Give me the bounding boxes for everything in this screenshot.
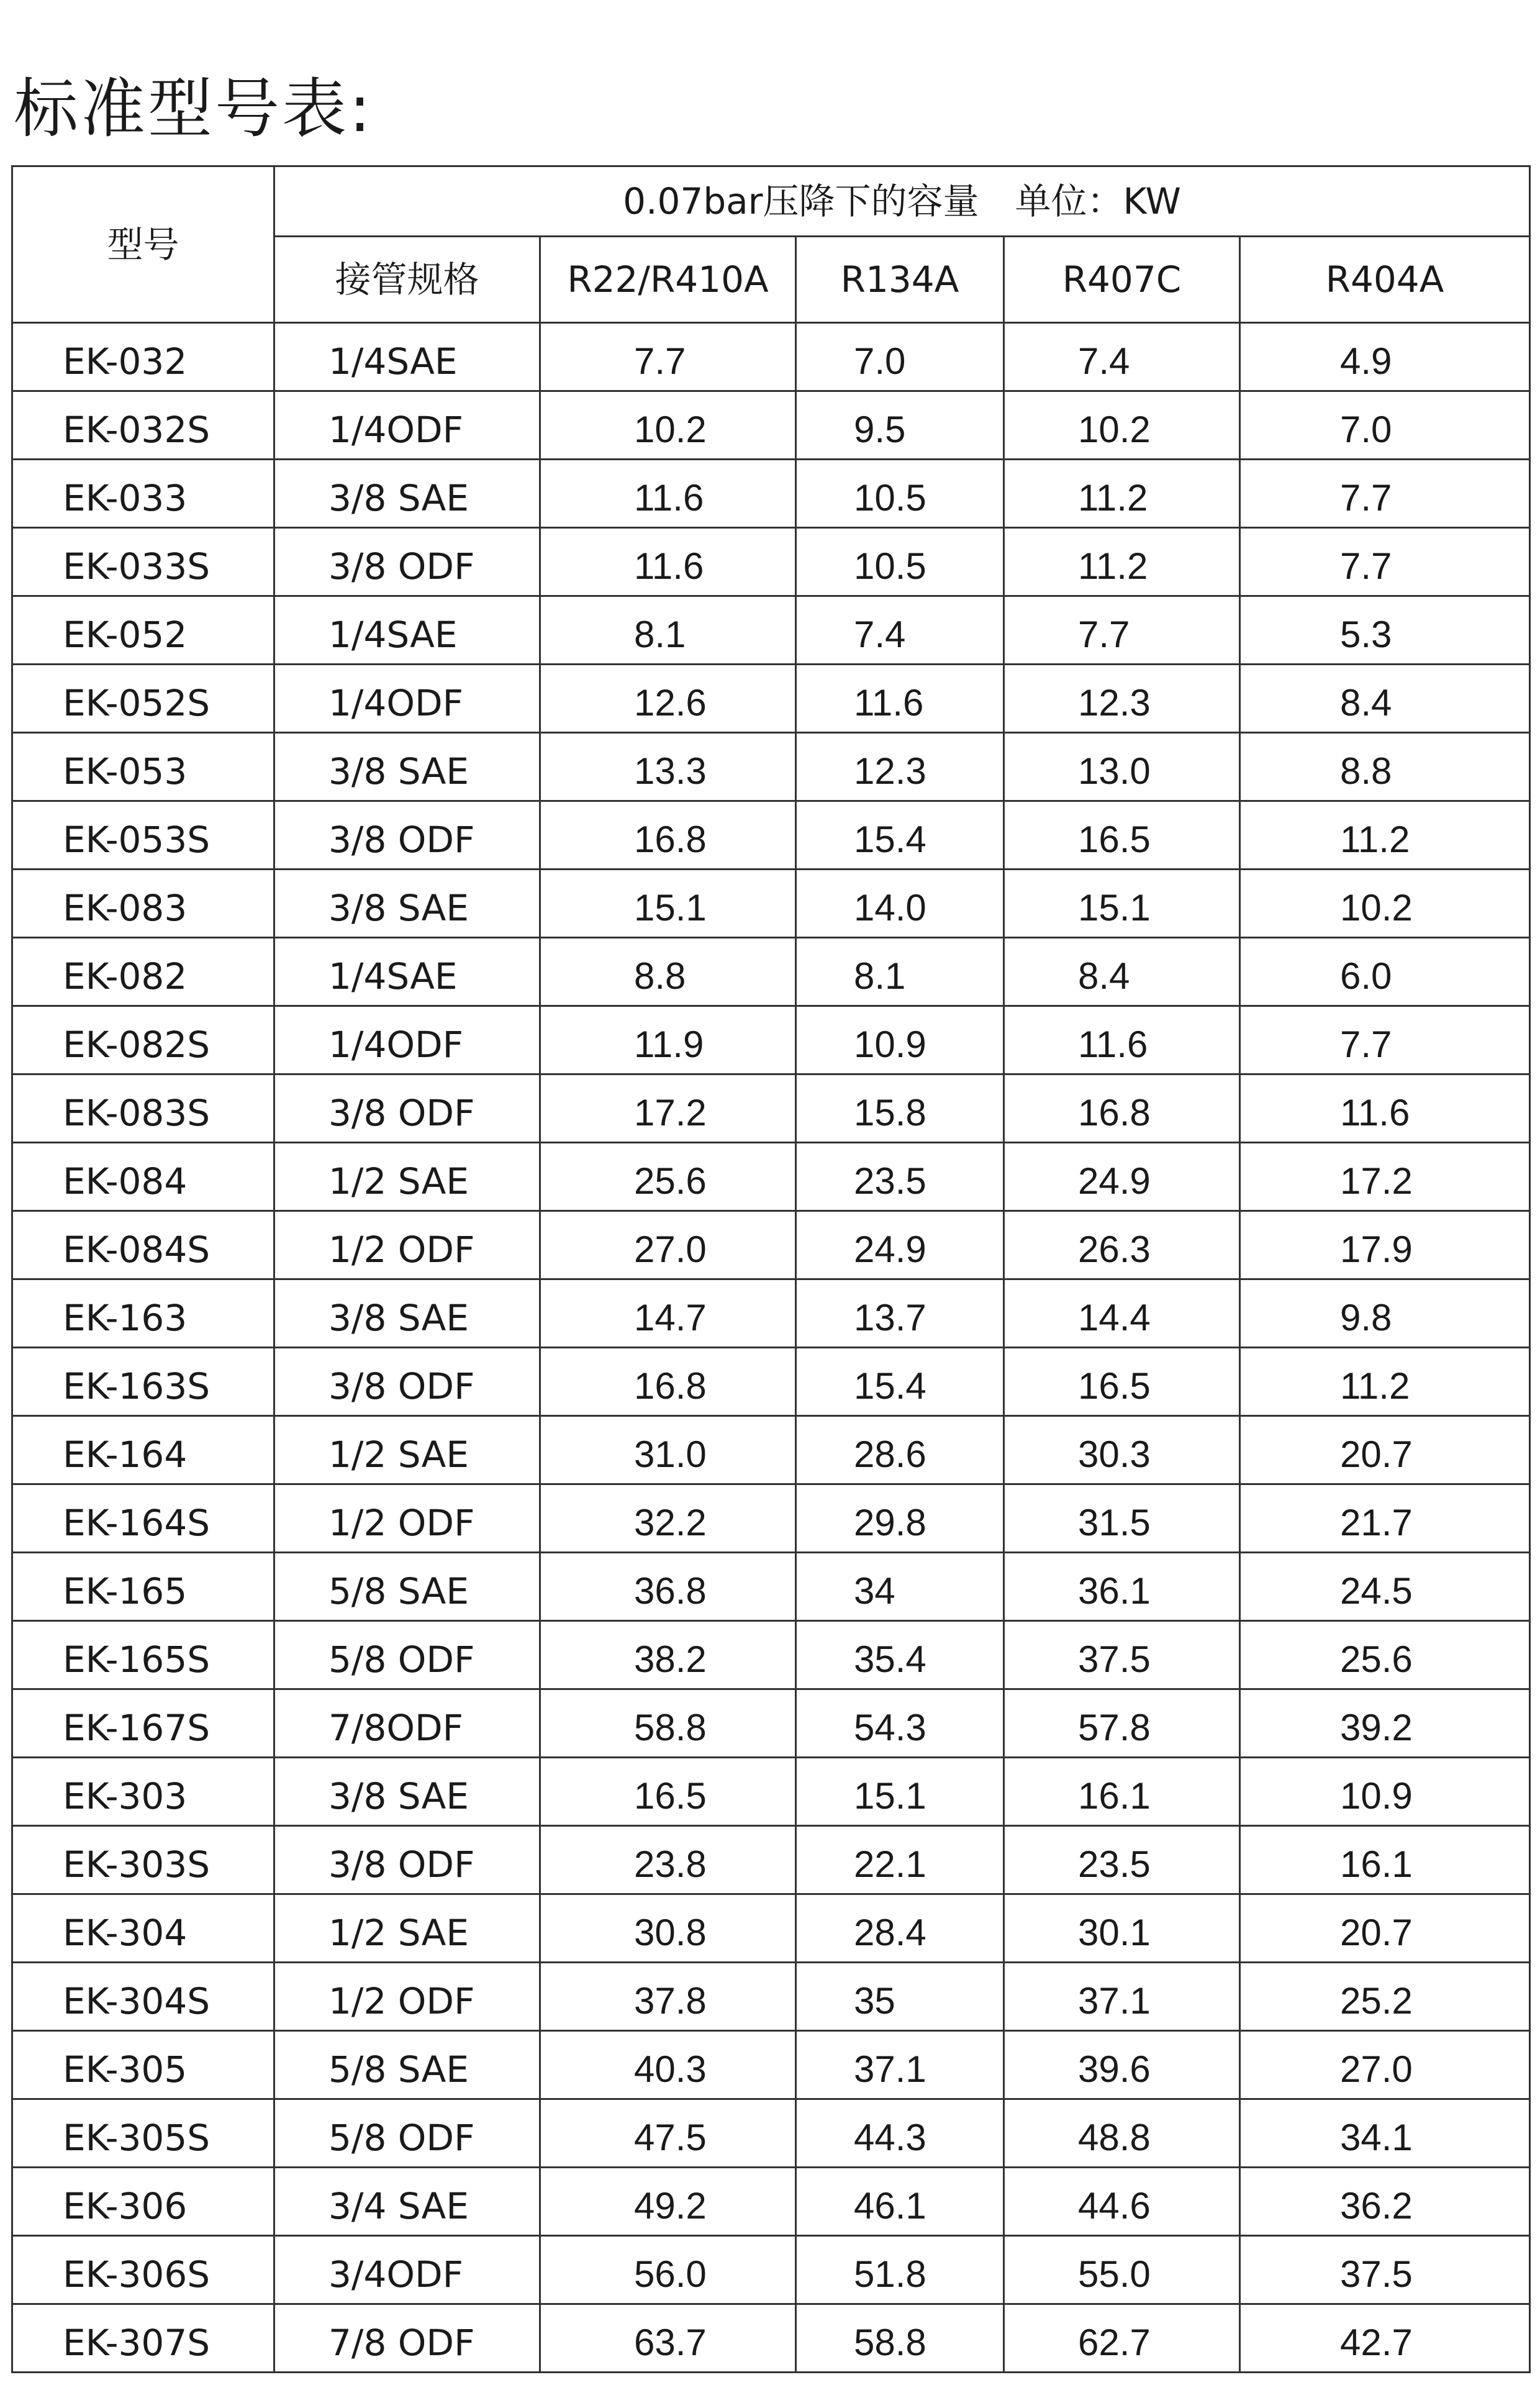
cell-r404a: 25.2 <box>1240 1963 1530 2031</box>
table-row <box>12 1689 1530 1758</box>
table-row <box>12 2304 1530 2373</box>
cell-model: EK-305 <box>12 2031 274 2099</box>
cell-pipe-spec: 7/8ODF <box>274 1689 540 1758</box>
table-row <box>12 1143 1530 1211</box>
cell-r404a: 5.3 <box>1240 596 1530 665</box>
table-row <box>12 1894 1530 1963</box>
cell-r134a: 11.6 <box>796 665 1004 733</box>
cell-r134a: 28.4 <box>796 1894 1004 1963</box>
cell-model: EK-165S <box>12 1621 274 1689</box>
cell-r407c: 57.8 <box>1004 1689 1240 1758</box>
cell-pipe-spec: 3/8 SAE <box>274 1279 540 1348</box>
table-row <box>12 1484 1530 1553</box>
table-row <box>12 1074 1530 1143</box>
table-row <box>12 596 1530 665</box>
column-header-r22-r410a: R22/R410A <box>540 237 796 323</box>
cell-r22-r410a: 17.2 <box>540 1074 796 1143</box>
cell-r407c: 8.4 <box>1004 938 1240 1006</box>
table-row <box>12 528 1530 596</box>
cell-model: EK-032S <box>12 391 274 460</box>
cell-r22-r410a: 27.0 <box>540 1211 796 1279</box>
cell-r134a: 9.5 <box>796 391 1004 460</box>
cell-model: EK-304S <box>12 1963 274 2031</box>
cell-r404a: 20.7 <box>1240 1894 1530 1963</box>
cell-r22-r410a: 30.8 <box>540 1894 796 1963</box>
cell-r22-r410a: 23.8 <box>540 1826 796 1894</box>
cell-r22-r410a: 47.5 <box>540 2099 796 2168</box>
cell-r134a: 15.4 <box>796 1348 1004 1416</box>
cell-pipe-spec: 1/4SAE <box>274 596 540 665</box>
cell-model: EK-164 <box>12 1416 274 1484</box>
cell-r404a: 10.9 <box>1240 1758 1530 1826</box>
cell-r134a: 24.9 <box>796 1211 1004 1279</box>
cell-r407c: 15.1 <box>1004 870 1240 938</box>
cell-model: EK-052S <box>12 665 274 733</box>
cell-r407c: 14.4 <box>1004 1279 1240 1348</box>
cell-r22-r410a: 11.6 <box>540 460 796 528</box>
cell-r404a: 10.2 <box>1240 870 1530 938</box>
cell-r22-r410a: 37.8 <box>540 1963 796 2031</box>
cell-r407c: 26.3 <box>1004 1211 1240 1279</box>
table-row <box>12 1963 1530 2031</box>
cell-r407c: 55.0 <box>1004 2236 1240 2304</box>
cell-model: EK-082 <box>12 938 274 1006</box>
cell-r134a: 44.3 <box>796 2099 1004 2168</box>
column-header-r407c: R407C <box>1004 237 1240 323</box>
cell-model: EK-084S <box>12 1211 274 1279</box>
cell-pipe-spec: 3/4 SAE <box>274 2168 540 2236</box>
cell-r404a: 4.9 <box>1240 323 1530 391</box>
cell-model: EK-165 <box>12 1553 274 1621</box>
cell-pipe-spec: 1/2 ODF <box>274 1484 540 1553</box>
cell-r22-r410a: 40.3 <box>540 2031 796 2099</box>
cell-r134a: 14.0 <box>796 870 1004 938</box>
cell-pipe-spec: 3/8 ODF <box>274 1074 540 1143</box>
cell-r407c: 12.3 <box>1004 665 1240 733</box>
cell-model: EK-083S <box>12 1074 274 1143</box>
cell-model: EK-083 <box>12 870 274 938</box>
cell-pipe-spec: 5/8 SAE <box>274 2031 540 2099</box>
cell-model: EK-033 <box>12 460 274 528</box>
cell-pipe-spec: 3/8 SAE <box>274 733 540 801</box>
cell-r407c: 36.1 <box>1004 1553 1240 1621</box>
cell-r22-r410a: 11.9 <box>540 1006 796 1074</box>
cell-r134a: 10.5 <box>796 528 1004 596</box>
cell-r134a: 10.5 <box>796 460 1004 528</box>
cell-r134a: 10.9 <box>796 1006 1004 1074</box>
cell-r407c: 37.5 <box>1004 1621 1240 1689</box>
cell-model: EK-082S <box>12 1006 274 1074</box>
cell-pipe-spec: 5/8 SAE <box>274 1553 540 1621</box>
cell-r404a: 39.2 <box>1240 1689 1530 1758</box>
cell-r407c: 16.1 <box>1004 1758 1240 1826</box>
table-row <box>12 1553 1530 1621</box>
table-row <box>12 1211 1530 1279</box>
cell-r134a: 8.1 <box>796 938 1004 1006</box>
cell-pipe-spec: 3/8 SAE <box>274 870 540 938</box>
cell-model: EK-052 <box>12 596 274 665</box>
cell-r22-r410a: 14.7 <box>540 1279 796 1348</box>
cell-r22-r410a: 16.5 <box>540 1758 796 1826</box>
cell-r134a: 35 <box>796 1963 1004 2031</box>
capacity-group-header: 0.07bar压降下的容量 单位：KW <box>274 166 1530 237</box>
cell-r404a: 37.5 <box>1240 2236 1530 2304</box>
cell-pipe-spec: 1/2 SAE <box>274 1894 540 1963</box>
cell-pipe-spec: 7/8 ODF <box>274 2304 540 2373</box>
cell-r404a: 9.8 <box>1240 1279 1530 1348</box>
cell-r22-r410a: 36.8 <box>540 1553 796 1621</box>
cell-r407c: 37.1 <box>1004 1963 1240 2031</box>
column-header-pipe: 接管规格 <box>274 237 540 323</box>
cell-r22-r410a: 10.2 <box>540 391 796 460</box>
cell-model: EK-305S <box>12 2099 274 2168</box>
cell-model: EK-307S <box>12 2304 274 2373</box>
cell-r404a: 11.2 <box>1240 1348 1530 1416</box>
cell-r22-r410a: 12.6 <box>540 665 796 733</box>
cell-r407c: 10.2 <box>1004 391 1240 460</box>
cell-model: EK-163S <box>12 1348 274 1416</box>
table-row <box>12 391 1530 460</box>
cell-r404a: 17.2 <box>1240 1143 1530 1211</box>
cell-pipe-spec: 1/2 ODF <box>274 1963 540 2031</box>
cell-pipe-spec: 1/2 SAE <box>274 1143 540 1211</box>
cell-model: EK-163 <box>12 1279 274 1348</box>
cell-r22-r410a: 31.0 <box>540 1416 796 1484</box>
cell-r134a: 28.6 <box>796 1416 1004 1484</box>
cell-r407c: 7.4 <box>1004 323 1240 391</box>
table-row <box>12 733 1530 801</box>
table-row <box>12 938 1530 1006</box>
cell-r407c: 11.6 <box>1004 1006 1240 1074</box>
table-row <box>12 1758 1530 1826</box>
cell-pipe-spec: 3/4ODF <box>274 2236 540 2304</box>
cell-r404a: 6.0 <box>1240 938 1530 1006</box>
table-row <box>12 1006 1530 1074</box>
cell-model: EK-303 <box>12 1758 274 1826</box>
cell-pipe-spec: 3/8 ODF <box>274 528 540 596</box>
table-row <box>12 2099 1530 2168</box>
cell-r134a: 34 <box>796 1553 1004 1621</box>
cell-r404a: 17.9 <box>1240 1211 1530 1279</box>
cell-r404a: 7.0 <box>1240 391 1530 460</box>
cell-r407c: 48.8 <box>1004 2099 1240 2168</box>
cell-r404a: 7.7 <box>1240 1006 1530 1074</box>
cell-r22-r410a: 8.8 <box>540 938 796 1006</box>
cell-r404a: 36.2 <box>1240 2168 1530 2236</box>
cell-pipe-spec: 1/4ODF <box>274 665 540 733</box>
cell-r407c: 30.1 <box>1004 1894 1240 1963</box>
table-row <box>12 1279 1530 1348</box>
cell-r22-r410a: 16.8 <box>540 1348 796 1416</box>
cell-r404a: 20.7 <box>1240 1416 1530 1484</box>
cell-model: EK-167S <box>12 1689 274 1758</box>
cell-pipe-spec: 1/4ODF <box>274 1006 540 1074</box>
cell-model: EK-084 <box>12 1143 274 1211</box>
cell-r404a: 16.1 <box>1240 1826 1530 1894</box>
cell-r134a: 29.8 <box>796 1484 1004 1553</box>
cell-r407c: 24.9 <box>1004 1143 1240 1211</box>
table-row <box>12 323 1530 391</box>
table-row <box>12 665 1530 733</box>
cell-r22-r410a: 58.8 <box>540 1689 796 1758</box>
cell-r404a: 7.7 <box>1240 528 1530 596</box>
table-row <box>12 870 1530 938</box>
table-row <box>12 460 1530 528</box>
cell-r407c: 11.2 <box>1004 528 1240 596</box>
cell-pipe-spec: 1/4SAE <box>274 938 540 1006</box>
cell-model: EK-164S <box>12 1484 274 1553</box>
cell-model: EK-304 <box>12 1894 274 1963</box>
column-header-model: 型号 <box>12 166 274 323</box>
cell-r134a: 22.1 <box>796 1826 1004 1894</box>
cell-pipe-spec: 3/8 SAE <box>274 1758 540 1826</box>
cell-r404a: 8.4 <box>1240 665 1530 733</box>
cell-r134a: 7.0 <box>796 323 1004 391</box>
cell-model: EK-306S <box>12 2236 274 2304</box>
table-row <box>12 1826 1530 1894</box>
cell-r22-r410a: 15.1 <box>540 870 796 938</box>
cell-r134a: 15.1 <box>796 1758 1004 1826</box>
table-body <box>12 323 1530 2373</box>
cell-pipe-spec: 3/8 ODF <box>274 801 540 870</box>
cell-r22-r410a: 13.3 <box>540 733 796 801</box>
model-spec-table <box>11 165 1531 2373</box>
cell-model: EK-053S <box>12 801 274 870</box>
cell-pipe-spec: 3/8 ODF <box>274 1826 540 1894</box>
cell-r134a: 58.8 <box>796 2304 1004 2373</box>
cell-r407c: 30.3 <box>1004 1416 1240 1484</box>
cell-r407c: 44.6 <box>1004 2168 1240 2236</box>
cell-model: EK-032 <box>12 323 274 391</box>
cell-r407c: 16.5 <box>1004 801 1240 870</box>
cell-r407c: 7.7 <box>1004 596 1240 665</box>
cell-r404a: 42.7 <box>1240 2304 1530 2373</box>
cell-r404a: 11.6 <box>1240 1074 1530 1143</box>
cell-r134a: 13.7 <box>796 1279 1004 1348</box>
cell-r407c: 31.5 <box>1004 1484 1240 1553</box>
cell-r407c: 62.7 <box>1004 2304 1240 2373</box>
cell-pipe-spec: 1/4ODF <box>274 391 540 460</box>
cell-r134a: 35.4 <box>796 1621 1004 1689</box>
cell-r22-r410a: 38.2 <box>540 1621 796 1689</box>
cell-r134a: 23.5 <box>796 1143 1004 1211</box>
cell-r22-r410a: 7.7 <box>540 323 796 391</box>
cell-r407c: 16.8 <box>1004 1074 1240 1143</box>
cell-r134a: 46.1 <box>796 2168 1004 2236</box>
cell-pipe-spec: 3/8 SAE <box>274 460 540 528</box>
cell-r22-r410a: 49.2 <box>540 2168 796 2236</box>
cell-r22-r410a: 11.6 <box>540 528 796 596</box>
cell-pipe-spec: 1/4SAE <box>274 323 540 391</box>
cell-r134a: 54.3 <box>796 1689 1004 1758</box>
cell-r404a: 24.5 <box>1240 1553 1530 1621</box>
cell-r22-r410a: 8.1 <box>540 596 796 665</box>
cell-pipe-spec: 1/2 SAE <box>274 1416 540 1484</box>
cell-r134a: 15.4 <box>796 801 1004 870</box>
cell-pipe-spec: 1/2 ODF <box>274 1211 540 1279</box>
cell-r404a: 25.6 <box>1240 1621 1530 1689</box>
cell-r22-r410a: 25.6 <box>540 1143 796 1211</box>
table-row <box>12 2236 1530 2304</box>
table-row <box>12 1621 1530 1689</box>
cell-r134a: 12.3 <box>796 733 1004 801</box>
cell-r134a: 15.8 <box>796 1074 1004 1143</box>
column-header-r134a: R134A <box>796 237 1004 323</box>
cell-r134a: 37.1 <box>796 2031 1004 2099</box>
table-row <box>12 2031 1530 2099</box>
cell-r404a: 8.8 <box>1240 733 1530 801</box>
cell-r134a: 51.8 <box>796 2236 1004 2304</box>
table-header-row-top <box>12 166 1530 237</box>
cell-pipe-spec: 5/8 ODF <box>274 1621 540 1689</box>
cell-r404a: 21.7 <box>1240 1484 1530 1553</box>
cell-r22-r410a: 16.8 <box>540 801 796 870</box>
cell-r22-r410a: 56.0 <box>540 2236 796 2304</box>
cell-pipe-spec: 3/8 ODF <box>274 1348 540 1416</box>
cell-r407c: 16.5 <box>1004 1348 1240 1416</box>
cell-r407c: 39.6 <box>1004 2031 1240 2099</box>
table-row <box>12 1416 1530 1484</box>
cell-r22-r410a: 63.7 <box>540 2304 796 2373</box>
column-header-r404a: R404A <box>1240 237 1530 323</box>
cell-r404a: 34.1 <box>1240 2099 1530 2168</box>
cell-pipe-spec: 5/8 ODF <box>274 2099 540 2168</box>
table-row <box>12 801 1530 870</box>
cell-r22-r410a: 32.2 <box>540 1484 796 1553</box>
table-row <box>12 2168 1530 2236</box>
cell-model: EK-306 <box>12 2168 274 2236</box>
cell-r404a: 27.0 <box>1240 2031 1530 2099</box>
cell-r134a: 7.4 <box>796 596 1004 665</box>
cell-r404a: 7.7 <box>1240 460 1530 528</box>
cell-model: EK-033S <box>12 528 274 596</box>
cell-r407c: 11.2 <box>1004 460 1240 528</box>
cell-model: EK-303S <box>12 1826 274 1894</box>
table-row <box>12 1348 1530 1416</box>
cell-model: EK-053 <box>12 733 274 801</box>
cell-r407c: 23.5 <box>1004 1826 1240 1894</box>
cell-r407c: 13.0 <box>1004 733 1240 801</box>
cell-r404a: 11.2 <box>1240 801 1530 870</box>
page-title: 标准型号表: <box>14 71 374 147</box>
